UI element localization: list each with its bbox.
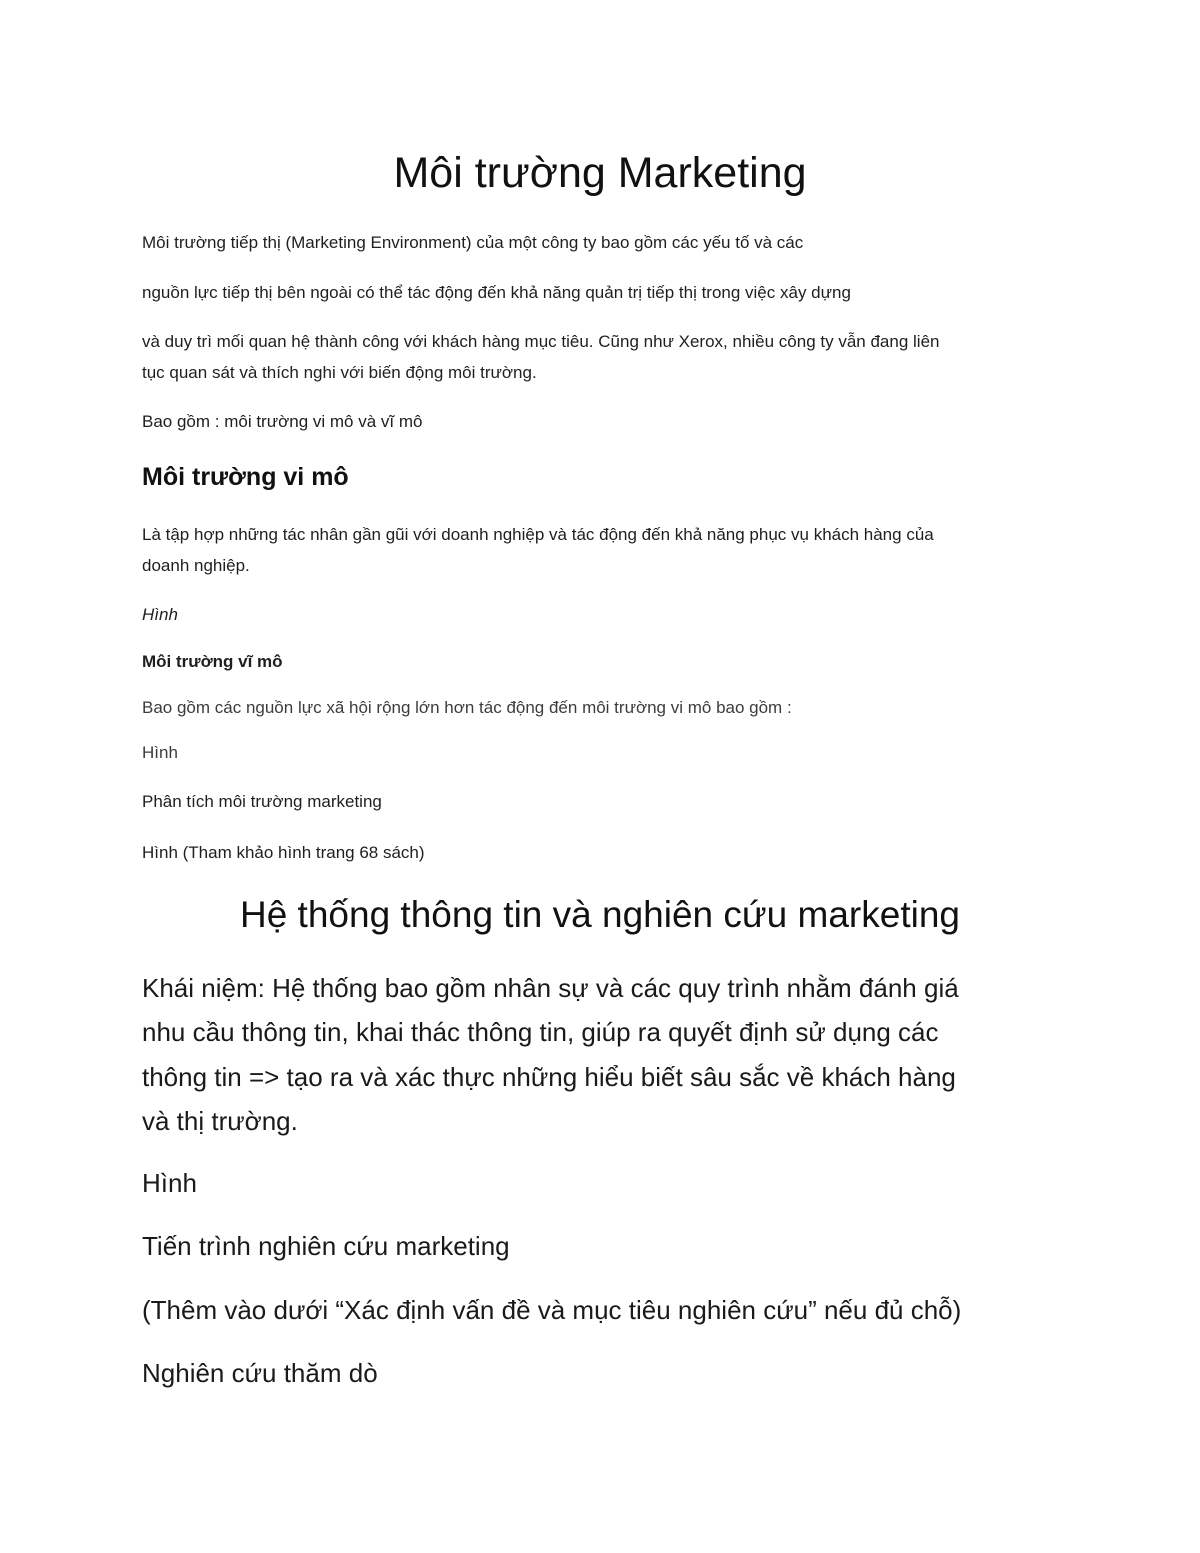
intro-line-2: nguồn lực tiếp thị bên ngoài có thể tác động đến khả năng quản trị tiếp thị trong việc xây dựng — [142, 283, 851, 302]
intro-line-4: tục quan sát và thích nghi với biến động môi trường. — [142, 363, 537, 382]
figure-label-2: Hình — [142, 1168, 197, 1198]
intro-line-1: Môi trường tiếp thị (Marketing Environment) của một công ty bao gồm các yếu tố và các — [142, 233, 804, 252]
process-note: (Thêm vào dưới “Xác định vấn đề và mục tiêu nghiên cứu” nếu đủ chỗ) — [142, 1295, 962, 1325]
concept-line-2: nhu cầu thông tin, khai thác thông tin, giúp ra quyết định sử dụng các — [142, 1017, 939, 1047]
document-title: Môi trường Marketing — [393, 149, 807, 197]
section-micro-heading: Môi trường vi mô — [142, 463, 349, 491]
intro-line-3: và duy trì mối quan hệ thành công với khách hàng mục tiêu. Cũng như Xerox, nhiều công ty vẫn đang liên — [142, 332, 940, 351]
concept-line-3: thông tin => tạo ra và xác thực những hiểu biết sâu sắc về khách hàng — [142, 1062, 956, 1092]
section-macro-figure-label: Hình — [142, 743, 178, 762]
section-analysis-figure-label: Hình (Tham khảo hình trang 68 sách) — [142, 843, 425, 862]
section-info-system-title: Hệ thống thông tin và nghiên cứu marketing — [239, 894, 960, 935]
section-macro-body: Bao gồm các nguồn lực xã hội rộng lớn hơn tác động đến môi trường vi mô bao gồm : — [142, 698, 792, 717]
intro-scope-line: Bao gồm : môi trường vi mô và vĩ mô — [142, 412, 423, 431]
concept-line-1: Khái niệm: Hệ thống bao gồm nhân sự và các quy trình nhằm đánh giá — [142, 973, 959, 1003]
section-analysis-heading: Phân tích môi trường marketing — [142, 792, 382, 811]
section-micro-figure-label: Hình — [142, 605, 178, 624]
concept-line-4: và thị trường. — [142, 1106, 298, 1136]
process-heading: Tiến trình nghiên cứu marketing — [142, 1231, 510, 1261]
section-macro-heading: Môi trường vĩ mô — [142, 652, 283, 671]
section-micro-body-line-1: Là tập hợp những tác nhân gần gũi với doanh nghiệp và tác động đến khả năng phục vụ khách hàng của — [142, 525, 934, 544]
exploratory-heading: Nghiên cứu thăm dò — [142, 1358, 378, 1388]
section-micro-body-line-2: doanh nghiệp. — [142, 556, 250, 575]
